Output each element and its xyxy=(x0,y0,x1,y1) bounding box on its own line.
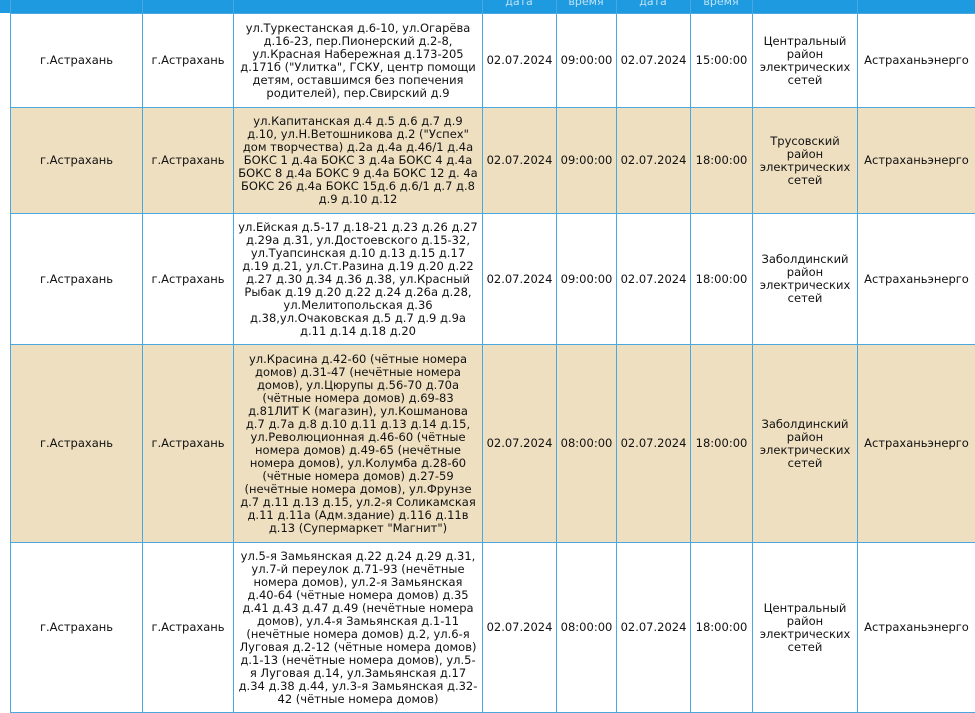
table-row xyxy=(11,108,975,214)
cell-city: г.Астрахань xyxy=(11,214,143,345)
cell-start-time: 09:00:00 xyxy=(557,108,617,214)
header-divider xyxy=(752,0,753,13)
table-row xyxy=(11,214,975,345)
cell-start-date: 02.07.2024 xyxy=(483,14,557,108)
cell-district: Центральный район электрических сетей xyxy=(753,14,858,108)
header-divider xyxy=(857,0,858,13)
outage-table xyxy=(10,13,975,713)
header-end-time: время xyxy=(690,0,752,13)
cell-start-time: 08:00:00 xyxy=(557,345,617,543)
cell-city: г.Астрахань xyxy=(11,543,143,713)
cell-addresses: ул.Туркестанская д.6-10, ул.Огарёва д.16-23, пер.Пионерский д.2-8, ул.Красная Набережная д.173-205 д.171б ("Улитка", ГСКУ, центр помощи детям, оставшимся без попечения родителей), пер.Свирский д.9 xyxy=(234,14,483,108)
cell-addresses: ул.Капитанская д.4 д.5 д.6 д.7 д.9 д.10, ул.Н.Ветошникова д.2 ("Успех" дом творчества) д.2а д.4а д.46/1 д.4а БОКС 1 д.4а БОКС 3 д.4а БОКС 4 д.4а БОКС 8 д.4а БОКС 9 д.4а БОКС 12 д. 4а БОКС 26 д.4а БОКС 15д.6 д.6/1 д.7 д.8 д.9 д.10 д.12 xyxy=(234,108,483,214)
cell-district: Центральный район электрических сетей xyxy=(753,543,858,713)
table-row xyxy=(11,14,975,108)
cell-district: Заболдинский район электрических сетей xyxy=(753,345,858,543)
header-divider xyxy=(10,0,11,13)
cell-district: Трусовский район электрических сетей xyxy=(753,108,858,214)
cell-city: г.Астрахань xyxy=(11,14,143,108)
cell-end-date: 02.07.2024 xyxy=(617,345,691,543)
cell-company: Астраханьэнерго xyxy=(858,108,975,214)
cell-start-time: 08:00:00 xyxy=(557,543,617,713)
table-row xyxy=(11,345,975,543)
cell-city: г.Астрахань xyxy=(11,345,143,543)
cell-start-date: 02.07.2024 xyxy=(483,543,557,713)
cell-end-date: 02.07.2024 xyxy=(617,543,691,713)
cell-district: Заболдинский район электрических сетей xyxy=(753,214,858,345)
table-row xyxy=(11,543,975,713)
cell-end-time: 18:00:00 xyxy=(691,543,753,713)
cell-end-time: 18:00:00 xyxy=(691,345,753,543)
cell-end-time: 18:00:00 xyxy=(691,108,753,214)
header-end-date: дата xyxy=(616,0,690,13)
cell-start-time: 09:00:00 xyxy=(557,14,617,108)
cell-company: Астраханьэнерго xyxy=(858,345,975,543)
cell-company: Астраханьэнерго xyxy=(858,543,975,713)
cell-locality: г.Астрахань xyxy=(143,345,234,543)
cell-addresses: ул.Красина д.42-60 (чётные номера домов) д.31-47 (нечётные номера домов), ул.Цюрупы д.56-70 д.70а (чётные номера домов) д.69-83 д.81ЛИТ К (магазин), ул.Кошманова д.7 д.7а д.8 д.10 д.11 д.13 д.14 д.15, ул.Революционная д.46-60 (чётные номера домов) д.49-65 (нечётные номера домов), ул.Колумба д.28-60 (чётные номера домов) д.27-59 (нечётные номера домов), ул.Фрунзе д.7 д.11 д.13 д.15, ул.2-я Соликамская д.11 д.11а (Адм.здание) д.116 д.11в д.13 (Супермаркет "Магнит") xyxy=(234,345,483,543)
cell-addresses: ул.5-я Замьянская д.22 д.24 д.29 д.31, ул.7-й переулок д.71-93 (нечётные номера домов), ул.2-я Замьянская д.40-64 (чётные номера домов) д.35 д.41 д.43 д.47 д.49 (нечётные номера домов), ул.4-я Замьянская д.1-11 (нечётные номера домов) д.2, ул.6-я Луговая д.2-12 (чётные номера домов) д.1-13 (нечётные номера домов), ул.5-я Луговая д.14, ул.Замьянская д.17 д.34 д.38 д.44, ул.3-я Замьянская д.32-42 (чётные номера домов) xyxy=(234,543,483,713)
cell-company: Астраханьэнерго xyxy=(858,14,975,108)
cell-end-date: 02.07.2024 xyxy=(617,108,691,214)
cell-end-time: 15:00:00 xyxy=(691,14,753,108)
cell-addresses: ул.Ейская д.5-17 д.18-21 д.23 д.26 д.27 д.29а д.31, ул.Достоевского д.15-32, ул.Туапсинская д.10 д.13 д.15 д.17 д.19 д.21, ул.Ст.Разина д.19 д.20 д.22 д.27 д.30 д.34 д.36 д.38, ул.Красный Рыбак д.19 д.20 д.22 д.24 д.26а д.28, ул.Мелитопольская д.36 д.38,ул.Очаковская д.5 д.7 д.9 д.9а д.11 д.14 д.18 д.20 xyxy=(234,214,483,345)
header-divider xyxy=(233,0,234,13)
cell-start-date: 02.07.2024 xyxy=(483,345,557,543)
header-start-date: дата xyxy=(482,0,556,13)
cell-locality: г.Астрахань xyxy=(143,214,234,345)
cell-locality: г.Астрахань xyxy=(143,14,234,108)
header-start-time: время xyxy=(556,0,616,13)
cell-company: Астраханьэнерго xyxy=(858,214,975,345)
table-header-band xyxy=(0,0,975,13)
cell-start-time: 09:00:00 xyxy=(557,214,617,345)
cell-end-time: 18:00:00 xyxy=(691,214,753,345)
cell-end-date: 02.07.2024 xyxy=(617,214,691,345)
cell-start-date: 02.07.2024 xyxy=(483,214,557,345)
header-divider xyxy=(142,0,143,13)
cell-start-date: 02.07.2024 xyxy=(483,108,557,214)
cell-city: г.Астрахань xyxy=(11,108,143,214)
cell-locality: г.Астрахань xyxy=(143,108,234,214)
cell-locality: г.Астрахань xyxy=(143,543,234,713)
cell-end-date: 02.07.2024 xyxy=(617,14,691,108)
